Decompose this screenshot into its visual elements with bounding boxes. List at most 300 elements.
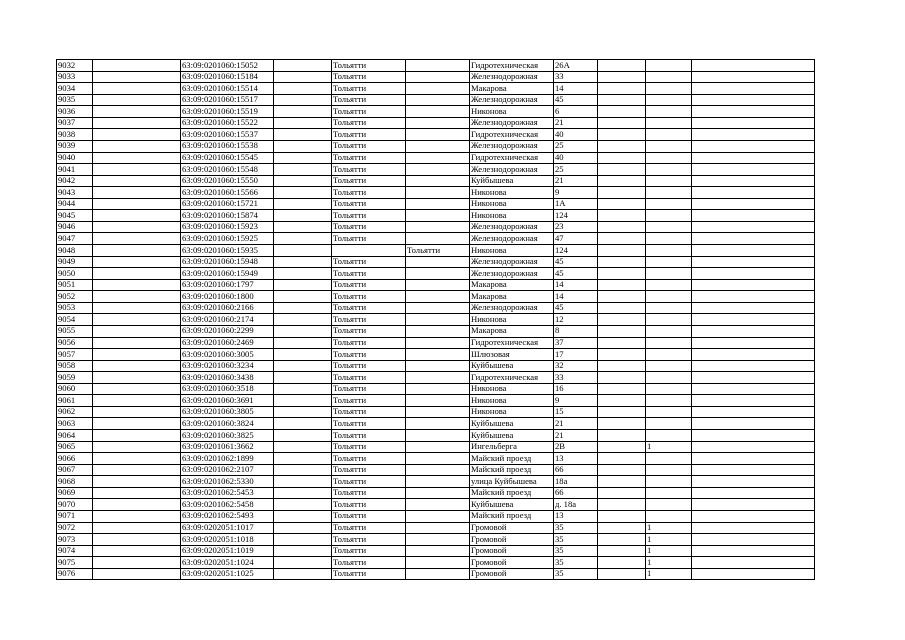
count-cell <box>646 140 692 152</box>
cadastral-number-cell: 63:09:0201060:15923 <box>181 221 274 233</box>
count-cell <box>646 372 692 384</box>
street-cell: Гидротехническая <box>470 129 554 141</box>
cadastral-number-cell: 63:09:0201060:15537 <box>181 129 274 141</box>
house-number-cell: 9 <box>554 395 598 407</box>
city-alt-cell <box>406 383 470 395</box>
count-cell: 1 <box>646 534 692 546</box>
city-cell: Тольятти <box>332 164 406 176</box>
house-number-cell: 13 <box>554 453 598 465</box>
house-number-cell: 26А <box>554 60 598 72</box>
empty-cell <box>93 94 181 106</box>
table-row <box>57 60 815 72</box>
table-row <box>57 430 815 442</box>
empty-cell <box>692 94 815 106</box>
city-cell: Тольятти <box>332 476 406 488</box>
row-number-cell: 9066 <box>57 453 93 465</box>
cadastral-number-cell: 63:09:0202051:1019 <box>181 545 274 557</box>
house-number-cell: 18а <box>554 476 598 488</box>
row-number-cell: 9073 <box>57 534 93 546</box>
city-cell: Тольятти <box>332 302 406 314</box>
empty-cell <box>692 268 815 280</box>
table-row <box>57 245 815 257</box>
count-cell: 1 <box>646 557 692 569</box>
extra-cell <box>598 418 646 430</box>
empty-cell <box>274 325 332 337</box>
house-number-cell: 40 <box>554 129 598 141</box>
street-cell: Никонова <box>470 245 554 257</box>
cadastral-number-cell: 63:09:0201060:15522 <box>181 117 274 129</box>
cadastral-number-cell: 63:09:0202051:1025 <box>181 568 274 580</box>
extra-cell <box>598 534 646 546</box>
table-row <box>57 279 815 291</box>
table-row <box>57 140 815 152</box>
city-alt-cell <box>406 233 470 245</box>
empty-cell <box>274 464 332 476</box>
row-number-cell: 9058 <box>57 360 93 372</box>
table-row <box>57 117 815 129</box>
empty-cell <box>93 337 181 349</box>
house-number-cell: 124 <box>554 210 598 222</box>
count-cell <box>646 487 692 499</box>
extra-cell <box>598 349 646 361</box>
empty-cell <box>93 499 181 511</box>
empty-cell <box>692 453 815 465</box>
empty-cell <box>692 106 815 118</box>
city-cell: Тольятти <box>332 94 406 106</box>
city-alt-cell <box>406 60 470 72</box>
cadastral-number-cell: 63:09:0201060:3805 <box>181 406 274 418</box>
house-number-cell: 35 <box>554 557 598 569</box>
house-number-cell: 21 <box>554 418 598 430</box>
cadastral-number-cell: 63:09:0201060:3438 <box>181 372 274 384</box>
empty-cell <box>274 256 332 268</box>
city-alt-cell <box>406 279 470 291</box>
street-cell: Макарова <box>470 279 554 291</box>
city-cell: Тольятти <box>332 383 406 395</box>
empty-cell <box>692 499 815 511</box>
city-alt-cell <box>406 175 470 187</box>
street-cell: Куйбышева <box>470 418 554 430</box>
empty-cell <box>274 418 332 430</box>
cadastral-number-cell: 63:09:0201062:5493 <box>181 510 274 522</box>
city-cell: Тольятти <box>332 210 406 222</box>
count-cell <box>646 383 692 395</box>
empty-cell <box>274 175 332 187</box>
empty-cell <box>274 117 332 129</box>
city-cell <box>332 245 406 257</box>
street-cell: Шлюзовая <box>470 349 554 361</box>
extra-cell <box>598 545 646 557</box>
street-cell: Железнодорожная <box>470 94 554 106</box>
empty-cell <box>692 279 815 291</box>
city-alt-cell <box>406 476 470 488</box>
empty-cell <box>692 129 815 141</box>
empty-cell <box>93 210 181 222</box>
empty-cell <box>93 279 181 291</box>
empty-cell <box>274 302 332 314</box>
house-number-cell: 1А <box>554 198 598 210</box>
cadastral-number-cell: 63:09:0201060:15052 <box>181 60 274 72</box>
empty-cell <box>93 221 181 233</box>
house-number-cell: 25 <box>554 140 598 152</box>
cadastral-number-cell: 63:09:0201060:1797 <box>181 279 274 291</box>
house-number-cell: 35 <box>554 545 598 557</box>
cadastral-number-cell: 63:09:0201060:15550 <box>181 175 274 187</box>
extra-cell <box>598 164 646 176</box>
street-cell: Куйбышева <box>470 360 554 372</box>
table-row <box>57 302 815 314</box>
empty-cell <box>692 568 815 580</box>
empty-cell <box>274 221 332 233</box>
count-cell: 1 <box>646 568 692 580</box>
house-number-cell: 12 <box>554 314 598 326</box>
city-cell: Тольятти <box>332 60 406 72</box>
empty-cell <box>692 557 815 569</box>
cadastral-number-cell: 63:09:0201062:5453 <box>181 487 274 499</box>
row-number-cell: 9056 <box>57 337 93 349</box>
empty-cell <box>274 106 332 118</box>
row-number-cell: 9042 <box>57 175 93 187</box>
table-row <box>57 83 815 95</box>
table-row <box>57 268 815 280</box>
count-cell <box>646 221 692 233</box>
empty-cell <box>274 210 332 222</box>
street-cell: Железнодорожная <box>470 221 554 233</box>
count-cell <box>646 395 692 407</box>
city-alt-cell <box>406 198 470 210</box>
extra-cell <box>598 302 646 314</box>
count-cell <box>646 268 692 280</box>
cadastral-number-cell: 63:09:0201060:15721 <box>181 198 274 210</box>
extra-cell <box>598 476 646 488</box>
empty-cell <box>692 545 815 557</box>
city-alt-cell <box>406 522 470 534</box>
street-cell: Железнодорожная <box>470 71 554 83</box>
row-number-cell: 9059 <box>57 372 93 384</box>
city-cell: Тольятти <box>332 545 406 557</box>
empty-cell <box>692 430 815 442</box>
empty-cell <box>274 71 332 83</box>
house-number-cell: 35 <box>554 568 598 580</box>
cadastral-number-cell: 63:09:0202051:1024 <box>181 557 274 569</box>
count-cell <box>646 129 692 141</box>
empty-cell <box>274 268 332 280</box>
row-number-cell: 9034 <box>57 83 93 95</box>
table-row <box>57 233 815 245</box>
empty-cell <box>274 129 332 141</box>
row-number-cell: 9041 <box>57 164 93 176</box>
city-alt-cell <box>406 314 470 326</box>
cadastral-number-cell: 63:09:0202051:1017 <box>181 522 274 534</box>
empty-cell <box>692 534 815 546</box>
city-cell: Тольятти <box>332 279 406 291</box>
house-number-cell: 21 <box>554 430 598 442</box>
count-cell <box>646 94 692 106</box>
house-number-cell: 66 <box>554 487 598 499</box>
city-alt-cell <box>406 453 470 465</box>
house-number-cell: 35 <box>554 534 598 546</box>
street-cell: Железнодорожная <box>470 117 554 129</box>
city-alt-cell <box>406 510 470 522</box>
city-cell: Тольятти <box>332 557 406 569</box>
empty-cell <box>93 441 181 453</box>
street-cell: Майский проезд <box>470 453 554 465</box>
extra-cell <box>598 360 646 372</box>
empty-cell <box>692 522 815 534</box>
cadastral-number-cell: 63:09:0201060:3005 <box>181 349 274 361</box>
city-cell: Тольятти <box>332 418 406 430</box>
empty-cell <box>692 372 815 384</box>
row-number-cell: 9051 <box>57 279 93 291</box>
house-number-cell: 47 <box>554 233 598 245</box>
city-cell: Тольятти <box>332 487 406 499</box>
empty-cell <box>93 464 181 476</box>
count-cell <box>646 71 692 83</box>
cadastral-number-cell: 63:09:0201060:2174 <box>181 314 274 326</box>
city-alt-cell <box>406 256 470 268</box>
cadastral-number-cell: 63:09:0201060:15566 <box>181 187 274 199</box>
street-cell: улица Куйбышева <box>470 476 554 488</box>
extra-cell <box>598 522 646 534</box>
empty-cell <box>274 534 332 546</box>
house-number-cell: 8 <box>554 325 598 337</box>
row-number-cell: 9036 <box>57 106 93 118</box>
empty-cell <box>274 453 332 465</box>
empty-cell <box>692 233 815 245</box>
street-cell: Гидротехническая <box>470 152 554 164</box>
street-cell: Громовой <box>470 534 554 546</box>
empty-cell <box>274 499 332 511</box>
street-cell: Железнодорожная <box>470 233 554 245</box>
extra-cell <box>598 453 646 465</box>
count-cell <box>646 279 692 291</box>
empty-cell <box>692 256 815 268</box>
row-number-cell: 9067 <box>57 464 93 476</box>
city-cell: Тольятти <box>332 129 406 141</box>
city-cell: Тольятти <box>332 175 406 187</box>
empty-cell <box>692 510 815 522</box>
empty-cell <box>93 406 181 418</box>
empty-cell <box>274 430 332 442</box>
empty-cell <box>93 453 181 465</box>
city-alt-cell <box>406 568 470 580</box>
extra-cell <box>598 152 646 164</box>
empty-cell <box>692 314 815 326</box>
street-cell: Макарова <box>470 291 554 303</box>
house-number-cell: 45 <box>554 302 598 314</box>
empty-cell <box>274 83 332 95</box>
extra-cell <box>598 140 646 152</box>
street-cell: Куйбышева <box>470 430 554 442</box>
extra-cell <box>598 256 646 268</box>
extra-cell <box>598 568 646 580</box>
house-number-cell: 21 <box>554 175 598 187</box>
empty-cell <box>274 60 332 72</box>
empty-cell <box>93 325 181 337</box>
count-cell <box>646 406 692 418</box>
city-cell: Тольятти <box>332 152 406 164</box>
extra-cell <box>598 60 646 72</box>
empty-cell <box>93 360 181 372</box>
table-row <box>57 522 815 534</box>
row-number-cell: 9074 <box>57 545 93 557</box>
empty-cell <box>93 291 181 303</box>
house-number-cell: 45 <box>554 256 598 268</box>
house-number-cell: 25 <box>554 164 598 176</box>
extra-cell <box>598 337 646 349</box>
house-number-cell: 6 <box>554 106 598 118</box>
count-cell <box>646 175 692 187</box>
cadastral-number-cell: 63:09:0201060:15925 <box>181 233 274 245</box>
street-cell: Никонова <box>470 210 554 222</box>
table-row <box>57 372 815 384</box>
count-cell <box>646 360 692 372</box>
count-cell: 1 <box>646 545 692 557</box>
table-row <box>57 325 815 337</box>
extra-cell <box>598 383 646 395</box>
table-row <box>57 510 815 522</box>
city-cell: Тольятти <box>332 140 406 152</box>
city-alt-cell <box>406 302 470 314</box>
city-alt-cell <box>406 418 470 430</box>
empty-cell <box>692 464 815 476</box>
row-number-cell: 9044 <box>57 198 93 210</box>
extra-cell <box>598 175 646 187</box>
city-alt-cell <box>406 83 470 95</box>
city-cell: Тольятти <box>332 71 406 83</box>
empty-cell <box>274 372 332 384</box>
city-cell: Тольятти <box>332 510 406 522</box>
house-number-cell: 35 <box>554 522 598 534</box>
empty-cell <box>274 360 332 372</box>
city-alt-cell <box>406 291 470 303</box>
street-cell: Громовой <box>470 568 554 580</box>
table-row <box>57 256 815 268</box>
empty-cell <box>692 360 815 372</box>
street-cell: Майский проезд <box>470 510 554 522</box>
extra-cell <box>598 291 646 303</box>
city-alt-cell <box>406 487 470 499</box>
house-number-cell: 14 <box>554 83 598 95</box>
city-alt-cell <box>406 349 470 361</box>
city-cell: Тольятти <box>332 187 406 199</box>
street-cell: Майский проезд <box>470 464 554 476</box>
cadastral-number-cell: 63:09:0201060:15545 <box>181 152 274 164</box>
empty-cell <box>274 140 332 152</box>
street-cell: Никонова <box>470 395 554 407</box>
city-alt-cell <box>406 187 470 199</box>
extra-cell <box>598 117 646 129</box>
cadastral-number-cell: 63:09:0201060:3691 <box>181 395 274 407</box>
extra-cell <box>598 279 646 291</box>
row-number-cell: 9049 <box>57 256 93 268</box>
row-number-cell: 9062 <box>57 406 93 418</box>
row-number-cell: 9038 <box>57 129 93 141</box>
table-row <box>57 568 815 580</box>
city-cell: Тольятти <box>332 106 406 118</box>
row-number-cell: 9069 <box>57 487 93 499</box>
empty-cell <box>274 522 332 534</box>
street-cell: Железнодорожная <box>470 302 554 314</box>
house-number-cell: 40 <box>554 152 598 164</box>
cadastral-number-cell: 63:09:0201062:5330 <box>181 476 274 488</box>
city-cell: Тольятти <box>332 499 406 511</box>
count-cell <box>646 164 692 176</box>
extra-cell <box>598 106 646 118</box>
empty-cell <box>692 71 815 83</box>
empty-cell <box>93 268 181 280</box>
row-number-cell: 9064 <box>57 430 93 442</box>
cadastral-number-cell: 63:09:0201060:3234 <box>181 360 274 372</box>
row-number-cell: 9039 <box>57 140 93 152</box>
street-cell: Громовой <box>470 522 554 534</box>
empty-cell <box>692 245 815 257</box>
empty-cell <box>93 164 181 176</box>
empty-cell <box>692 395 815 407</box>
count-cell <box>646 210 692 222</box>
house-number-cell: 14 <box>554 291 598 303</box>
street-cell: Никонова <box>470 406 554 418</box>
house-number-cell: 37 <box>554 337 598 349</box>
extra-cell <box>598 499 646 511</box>
cadastral-number-cell: 63:09:0201060:15949 <box>181 268 274 280</box>
city-alt-cell <box>406 430 470 442</box>
empty-cell <box>93 140 181 152</box>
row-number-cell: 9070 <box>57 499 93 511</box>
house-number-cell: 15 <box>554 406 598 418</box>
empty-cell <box>93 395 181 407</box>
street-cell: Макарова <box>470 83 554 95</box>
empty-cell <box>93 510 181 522</box>
row-number-cell: 9043 <box>57 187 93 199</box>
table-row <box>57 557 815 569</box>
count-cell <box>646 245 692 257</box>
street-cell: Громовой <box>470 557 554 569</box>
cadastral-number-cell: 63:09:0201060:15538 <box>181 140 274 152</box>
street-cell: Железнодорожная <box>470 140 554 152</box>
city-cell: Тольятти <box>332 534 406 546</box>
empty-cell <box>692 406 815 418</box>
extra-cell <box>598 268 646 280</box>
cadastral-number-cell: 63:09:0201060:15948 <box>181 256 274 268</box>
cadastral-number-cell: 63:09:0201062:2107 <box>181 464 274 476</box>
table-row <box>57 106 815 118</box>
empty-cell <box>692 418 815 430</box>
cadastral-number-cell: 63:09:0201060:1800 <box>181 291 274 303</box>
table-row <box>57 441 815 453</box>
table-body <box>57 60 815 580</box>
empty-cell <box>692 349 815 361</box>
empty-cell <box>274 198 332 210</box>
empty-cell <box>274 349 332 361</box>
empty-cell <box>274 441 332 453</box>
city-alt-cell <box>406 325 470 337</box>
empty-cell <box>274 164 332 176</box>
empty-cell <box>692 60 815 72</box>
city-cell: Тольятти <box>332 568 406 580</box>
table-row <box>57 337 815 349</box>
city-alt-cell <box>406 129 470 141</box>
empty-cell <box>274 245 332 257</box>
city-alt-cell <box>406 372 470 384</box>
table-row <box>57 545 815 557</box>
extra-cell <box>598 372 646 384</box>
city-alt-cell <box>406 406 470 418</box>
table-row <box>57 453 815 465</box>
empty-cell <box>93 256 181 268</box>
empty-cell <box>274 187 332 199</box>
city-alt-cell <box>406 464 470 476</box>
